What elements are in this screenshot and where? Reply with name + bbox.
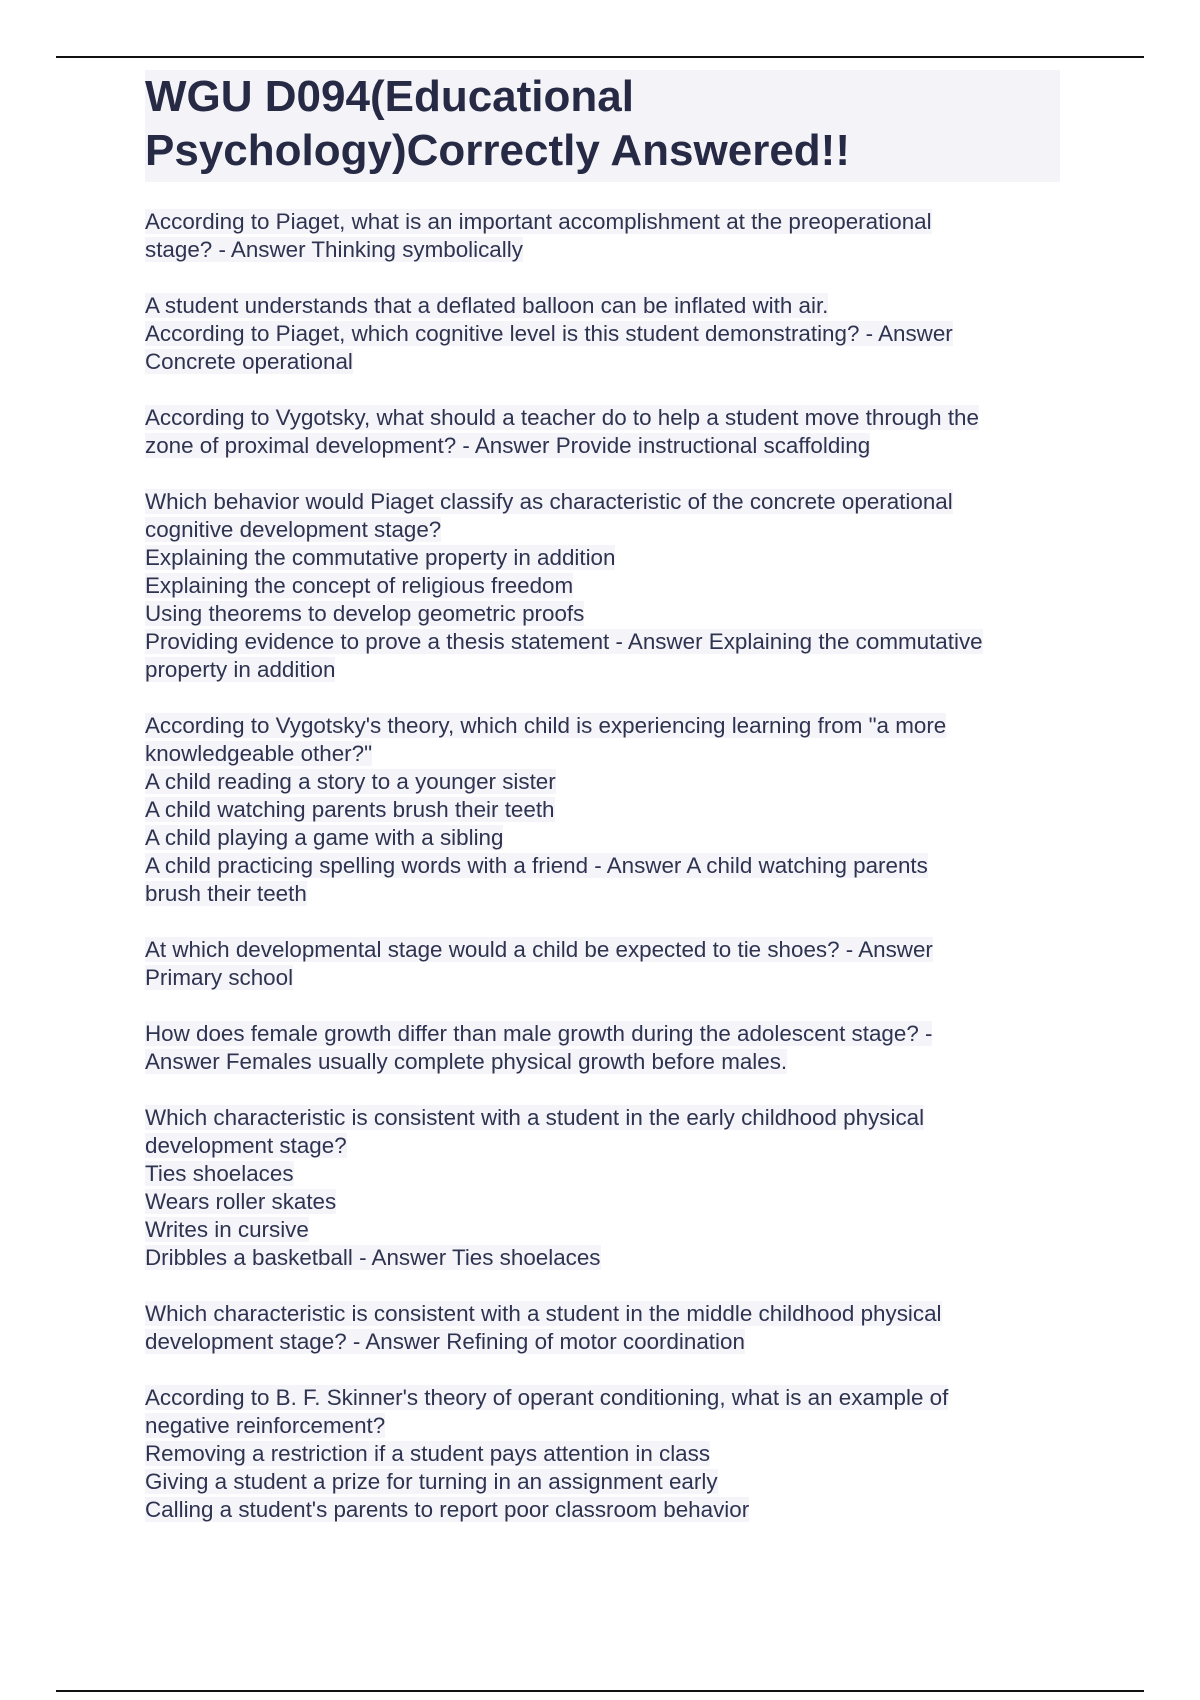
- text-line: Which characteristic is consistent with a student in the early childhood physical: [145, 1105, 925, 1130]
- qa-item: [145, 712, 1060, 908]
- document-title: [145, 70, 1060, 182]
- text-line: Explaining the concept of religious freedom: [145, 573, 574, 598]
- text-line: development stage?: [145, 1133, 347, 1158]
- text-line: According to Piaget, which cognitive level is this student demonstrating? - Answer: [145, 321, 953, 346]
- qa-item: [145, 208, 1060, 264]
- text-line: Ties shoelaces: [145, 1161, 294, 1186]
- text-line: Writes in cursive: [145, 1217, 309, 1242]
- qa-item: [145, 292, 1060, 376]
- text-line: Concrete operational: [145, 349, 353, 374]
- text-line: Wears roller skates: [145, 1189, 337, 1214]
- text-line: negative reinforcement?: [145, 1413, 386, 1438]
- text-line: cognitive development stage?: [145, 517, 442, 542]
- text-line: Giving a student a prize for turning in an assignment early: [145, 1469, 718, 1494]
- top-rule: [56, 56, 1144, 58]
- text-line: Removing a restriction if a student pays attention in class: [145, 1441, 711, 1466]
- text-line: A student understands that a deflated balloon can be inflated with air.: [145, 293, 829, 318]
- text-line: According to Piaget, what is an important accomplishment at the preoperational: [145, 209, 932, 234]
- text-line: A child watching parents brush their teeth: [145, 797, 555, 822]
- title-line: Psychology)Correctly Answered!!: [145, 126, 850, 175]
- text-line: A child playing a game with a sibling: [145, 825, 504, 850]
- text-line: development stage? - Answer Refining of motor coordination: [145, 1329, 745, 1354]
- text-line: stage? - Answer Thinking symbolically: [145, 237, 523, 262]
- text-line: A child practicing spelling words with a friend - Answer A child watching parents: [145, 853, 928, 878]
- text-line: Using theorems to develop geometric proofs: [145, 601, 585, 626]
- text-line: Dribbles a basketball - Answer Ties shoelaces: [145, 1245, 601, 1270]
- text-line: Providing evidence to prove a thesis statement - Answer Explaining the commutative: [145, 629, 983, 654]
- text-line: Which characteristic is consistent with a student in the middle childhood physical: [145, 1301, 942, 1326]
- text-line: zone of proximal development? - Answer Provide instructional scaffolding: [145, 433, 871, 458]
- text-line: knowledgeable other?": [145, 741, 373, 766]
- qa-item: [145, 1300, 1060, 1356]
- qa-item: [145, 1104, 1060, 1272]
- text-line: According to Vygotsky's theory, which child is experiencing learning from "a more: [145, 713, 947, 738]
- text-line: Primary school: [145, 965, 294, 990]
- text-line: Which behavior would Piaget classify as characteristic of the concrete operational: [145, 489, 953, 514]
- text-line: Calling a student's parents to report poor classroom behavior: [145, 1497, 750, 1522]
- document-body: [145, 70, 1060, 1552]
- text-line: According to Vygotsky, what should a teacher do to help a student move through the: [145, 405, 979, 430]
- text-line: How does female growth differ than male growth during the adolescent stage? -: [145, 1021, 933, 1046]
- bottom-rule: [56, 1690, 1144, 1692]
- qa-item: [145, 1384, 1060, 1524]
- text-line: Explaining the commutative property in addition: [145, 545, 616, 570]
- question-answer-list: [145, 208, 1060, 1524]
- qa-item: [145, 488, 1060, 684]
- text-line: property in addition: [145, 657, 336, 682]
- qa-item: [145, 936, 1060, 992]
- qa-item: [145, 1020, 1060, 1076]
- title-line: WGU D094(Educational: [145, 72, 634, 121]
- qa-item: [145, 404, 1060, 460]
- text-line: According to B. F. Skinner's theory of operant conditioning, what is an example of: [145, 1385, 949, 1410]
- text-line: Answer Females usually complete physical growth before males.: [145, 1049, 788, 1074]
- text-line: A child reading a story to a younger sister: [145, 769, 556, 794]
- text-line: brush their teeth: [145, 881, 307, 906]
- text-line: At which developmental stage would a child be expected to tie shoes? - Answer: [145, 937, 933, 962]
